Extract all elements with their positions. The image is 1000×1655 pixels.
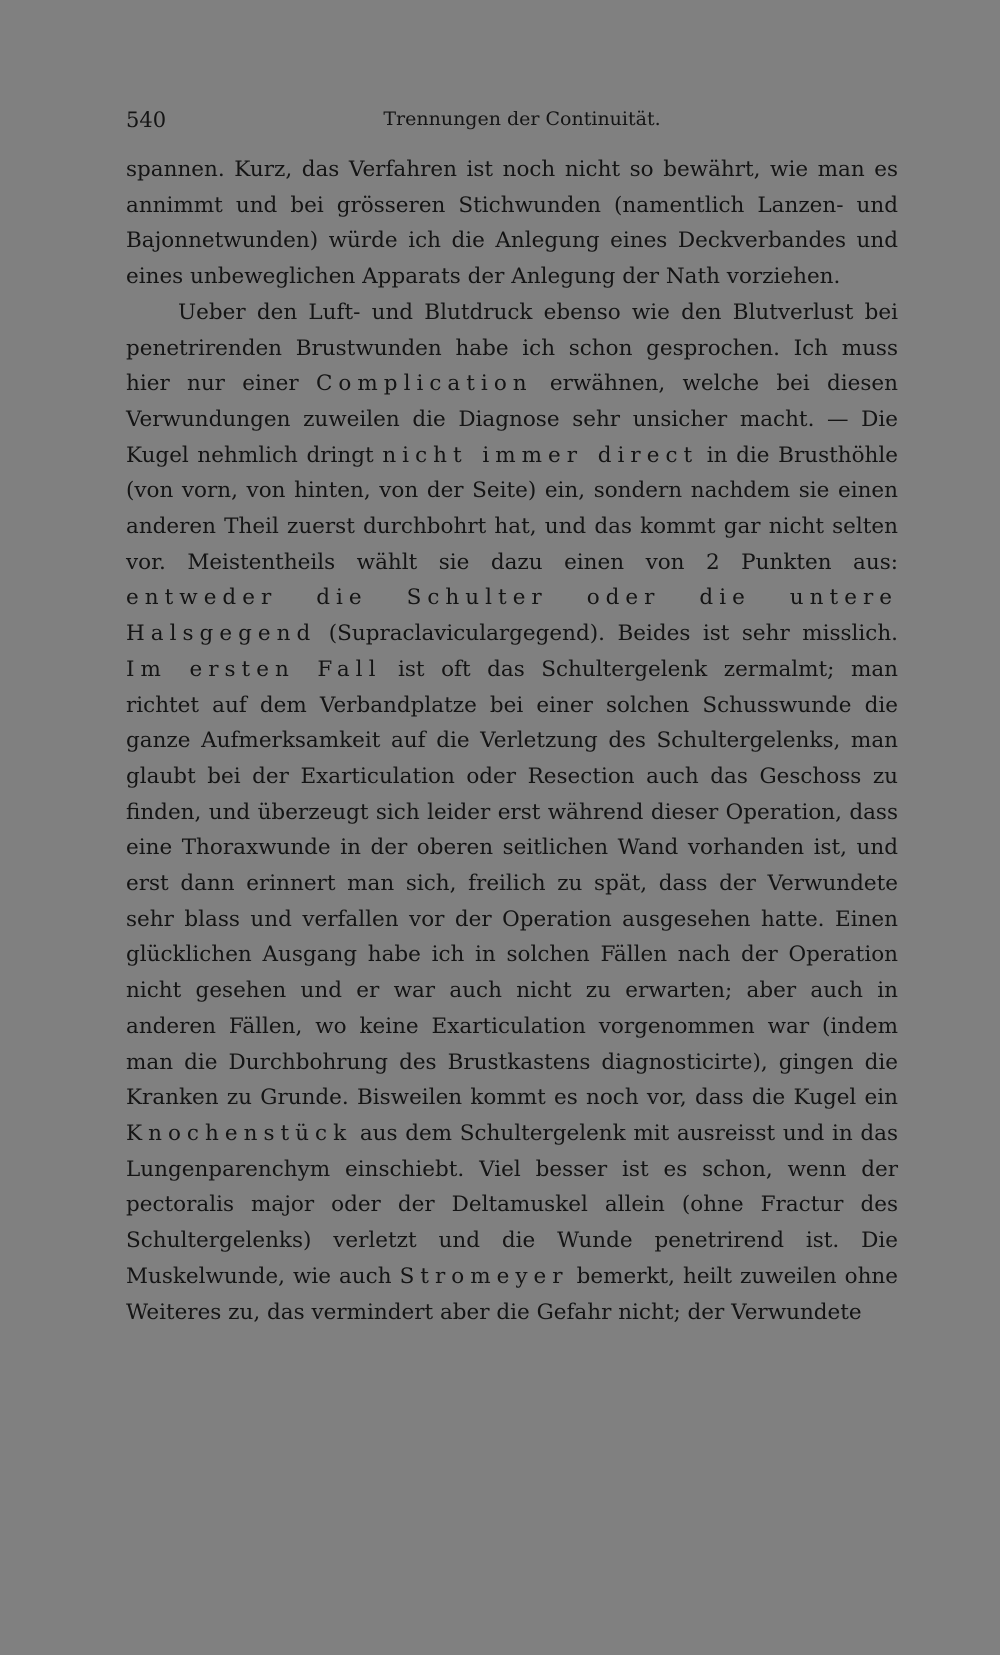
running-title: Trennungen der Continuität. [383,108,661,130]
emphasis-schulter-halsgegend: entweder die Schulter oder die untere Halsgegend [126,585,898,647]
emphasis-nicht-immer-direct: nicht immer direct [382,442,699,468]
text-segment: bemerkt, heilt zuweilen ohne Weiteres zu, das vermindert aber die Gefahr nicht; der Verwundete [126,1263,898,1325]
text-segment: (Supraclaviculargegend). Beides ist sehr misslich. [316,621,898,647]
text-segment: aus dem Schultergelenk mit ausreisst und in das Lungenparenchym einschiebt. Viel besser ist es schon, wenn der pectoralis major oder der Deltamuskel allein (ohne Fractur des Schultergelenks) verletzt und die Wunde penetrirend ist. Die Muskelwunde, wie auch [126,1120,898,1289]
text-segment: erwähnen, welche bei diesen Verwundungen zuweilen die Diagnose sehr unsicher macht. — Die Kugel nehmlich dringt [126,371,898,468]
emphasis-stromeyer: Stromeyer [399,1263,569,1289]
book-page [126,100,898,1330]
emphasis-complication: Complication [315,371,533,397]
text-segment: in die Brusthöhle (von vorn, von hinten, von der Seite) ein, sondern nachdem sie einen anderen Theil zuerst durchbohrt hat, und das kommt gar nicht selten vor. Meistentheils wählt sie dazu einen von 2 Punkten aus: [126,442,898,575]
text-segment: ist oft das Schultergelenk zermalmt; man richtet auf dem Verbandplatze bei einer solchen Schusswunde die ganze Aufmerksamkeit auf die Verletzung des Schultergelenks, man glaubt bei der Exarticulation oder Resection auch das Geschoss zu finden, und überzeugt sich leider erst während dieser Operation, dass eine Thoraxwunde in der oberen seitlichen Wand vorhanden ist, und erst dann erinnert man sich, freilich zu spät, dass der Verwundete sehr blass und verfallen vor der Operation ausgesehen hatte. Einen glücklichen Ausgang habe ich in solchen Fällen nach der Operation nicht gesehen und er war auch nicht zu erwarten; aber auch in anderen Fällen, wo keine Exarticulation vorgenommen war (indem man die Durchbohrung des Brustkastens diagnosticirte), gingen die Kranken zu Grunde. Bisweilen kommt es noch vor, dass die Kugel ein [126,656,898,1111]
emphasis-knochenstueck: Knochenstück [126,1120,353,1146]
emphasis-im-ersten-fall: Im ersten Fall [126,656,382,682]
paragraph-2 [126,295,898,1330]
text-segment: Ueber den Luft- und Blutdruck ebenso wie den Blutverlust bei penetrirenden Brustwunden habe ich schon gesprochen. Ich muss hier nur einer [126,299,898,397]
page-header [126,100,898,140]
paragraph-1 [126,152,898,295]
page-number: 540 [126,108,167,132]
body-text [126,152,898,1330]
text-segment: spannen. Kurz, das Verfahren ist noch nicht so bewährt, wie man es annimmt und bei grösseren Stichwunden (namentlich Lanzen- und Bajonnetwunden) würde ich die Anlegung eines Deckverbandes und eines unbeweglichen Apparats der Anlegung der Nath vorziehen. [126,157,898,290]
